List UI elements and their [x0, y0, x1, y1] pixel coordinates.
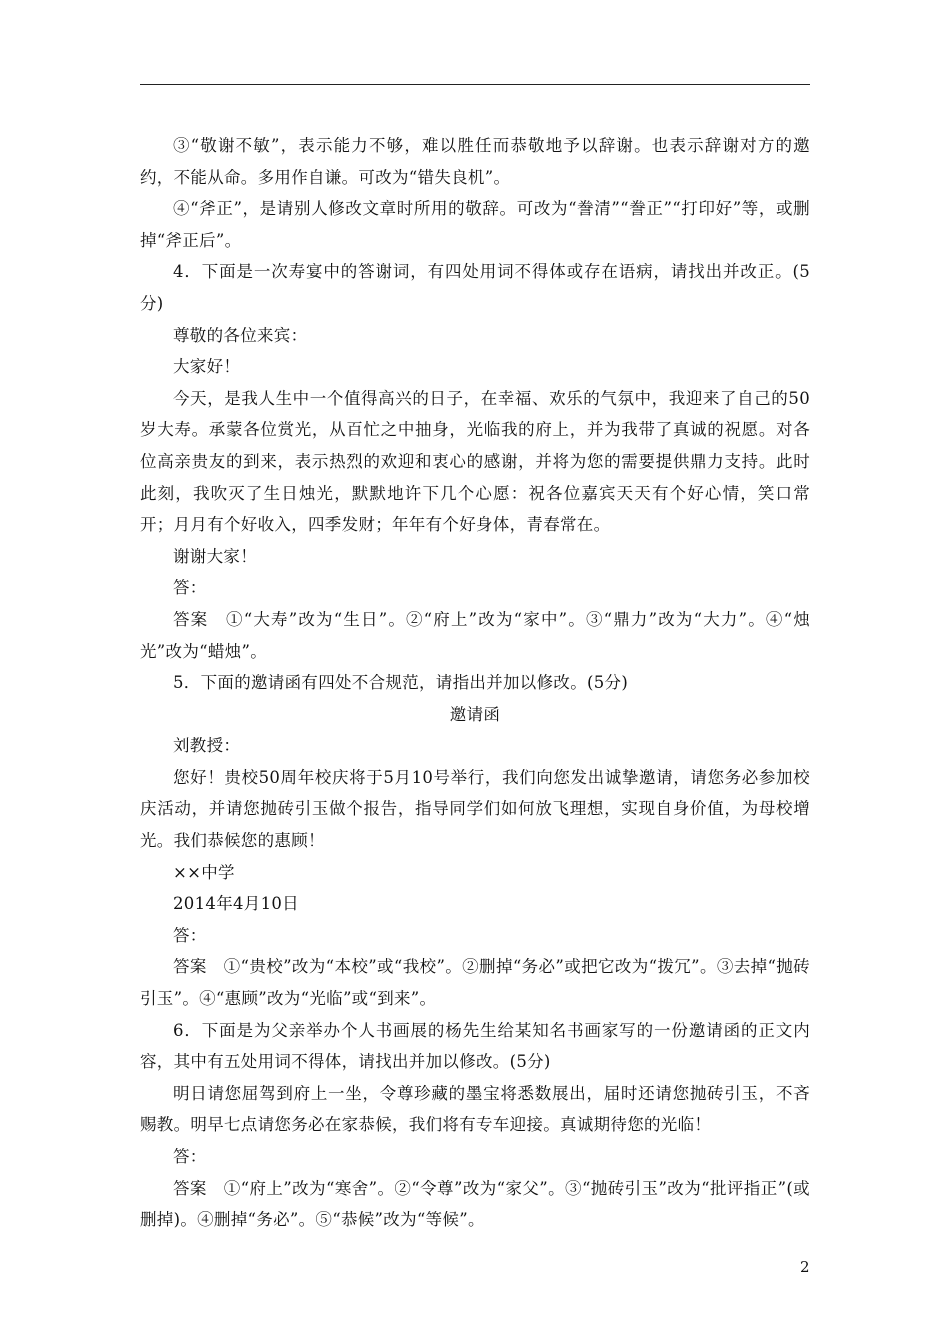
paragraph-note-3: ③“敬谢不敏”，表示能力不够，难以胜任而恭敬地予以辞谢。也表示辞谢对方的邀约，不能从命。多用作自谦。可改为“错失良机”。: [140, 136, 810, 187]
invitation-date: 2014年4月10日: [173, 894, 299, 914]
invitation-title: 邀请函: [449, 704, 501, 724]
speech-body: 今天，是我人生中一个值得高兴的日子，在幸福、欢乐的气氛中，我迎来了自己的50岁大寿。承蒙各位赏光，从百忙之中抽身，光临我的府上，并为我带了真诚的祝愿。对各位高亲贵友的到来，表示热烈的欢迎和衷心的感谢，并将为您的需要提供鼎力支持。此时此刻，我吹灭了生日烛光，默默地许下几个心愿：祝各位嘉宾天天有个好心情，笑口常开；月月有个好收入，四季发财；年年有个好身体，青春常在。: [140, 388, 810, 535]
question-6-passage: 明日请您屈驾到府上一坐，令尊珍藏的墨宝将悉数展出，届时还请您抛砖引玉，不吝赐教。明早七点请您务必在家恭候，我们将有专车迎接。真诚期待您的光临！: [140, 1083, 810, 1135]
question-4-answer: 答案 ①“大寿”改为“生日”。②“府上”改为“家中”。③“鼎力”改为“大力”。④“烛光”改为“蜡烛”。: [140, 609, 810, 661]
question-6-prompt: 6．下面是为父亲举办个人书画展的杨先生给某知名书画家写的一份邀请函的正文内容，其中有五处用词不得体，请找出并加以修改。(5分): [140, 1020, 810, 1072]
question-4-prompt: 4．下面是一次寿宴中的答谢词，有四处用词不得体或存在语病，请找出并改正。(5分): [140, 262, 810, 313]
question-6-answer-label: 答：: [173, 1147, 207, 1166]
paragraph-note-4: ④“斧正”，是请别人修改文章时所用的敬辞。可改为“誊清”“誊正”“打印好”等，或删掉“斧正后”。: [140, 199, 810, 250]
speech-closing: 谢谢大家！: [173, 546, 257, 566]
speech-greeting: 大家好！: [173, 357, 241, 377]
question-5-answer-label: 答：: [173, 925, 207, 945]
question-6-answer: 答案 ①“府上”改为“寒舍”。②“令尊”改为“家父”。③“抛砖引玉”改为“批评指正”(或删掉)。④删掉“务必”。⑤“恭候”改为“等候”。: [140, 1178, 810, 1230]
question-5-answer: 答案 ①“贵校”改为“本校”或“我校”。②删掉“务必”或把它改为“拨冗”。③去掉“抛砖引玉”。④“惠顾”改为“光临”或“到来”。: [140, 957, 810, 1009]
question-4-answer-label: 答：: [173, 578, 207, 598]
header-rule: [140, 84, 810, 85]
invitation-sender: ××中学: [173, 862, 235, 882]
page-number: 2: [800, 1258, 810, 1276]
page-content: [140, 130, 810, 1236]
question-5-prompt: 5．下面的邀请函有四处不合规范，请指出并加以修改。(5分): [173, 673, 629, 693]
speech-salutation: 尊敬的各位来宾：: [173, 325, 308, 345]
invitation-salutation: 刘教授：: [173, 736, 241, 756]
invitation-body: 您好！贵校50周年校庆将于5月10号举行，我们向您发出诚挚邀请，请您务必参加校庆活动，并请您抛砖引玉做个报告，指导同学们如何放飞理想，实现自身价值，为母校增光。我们恭候您的惠顾！: [140, 767, 810, 851]
